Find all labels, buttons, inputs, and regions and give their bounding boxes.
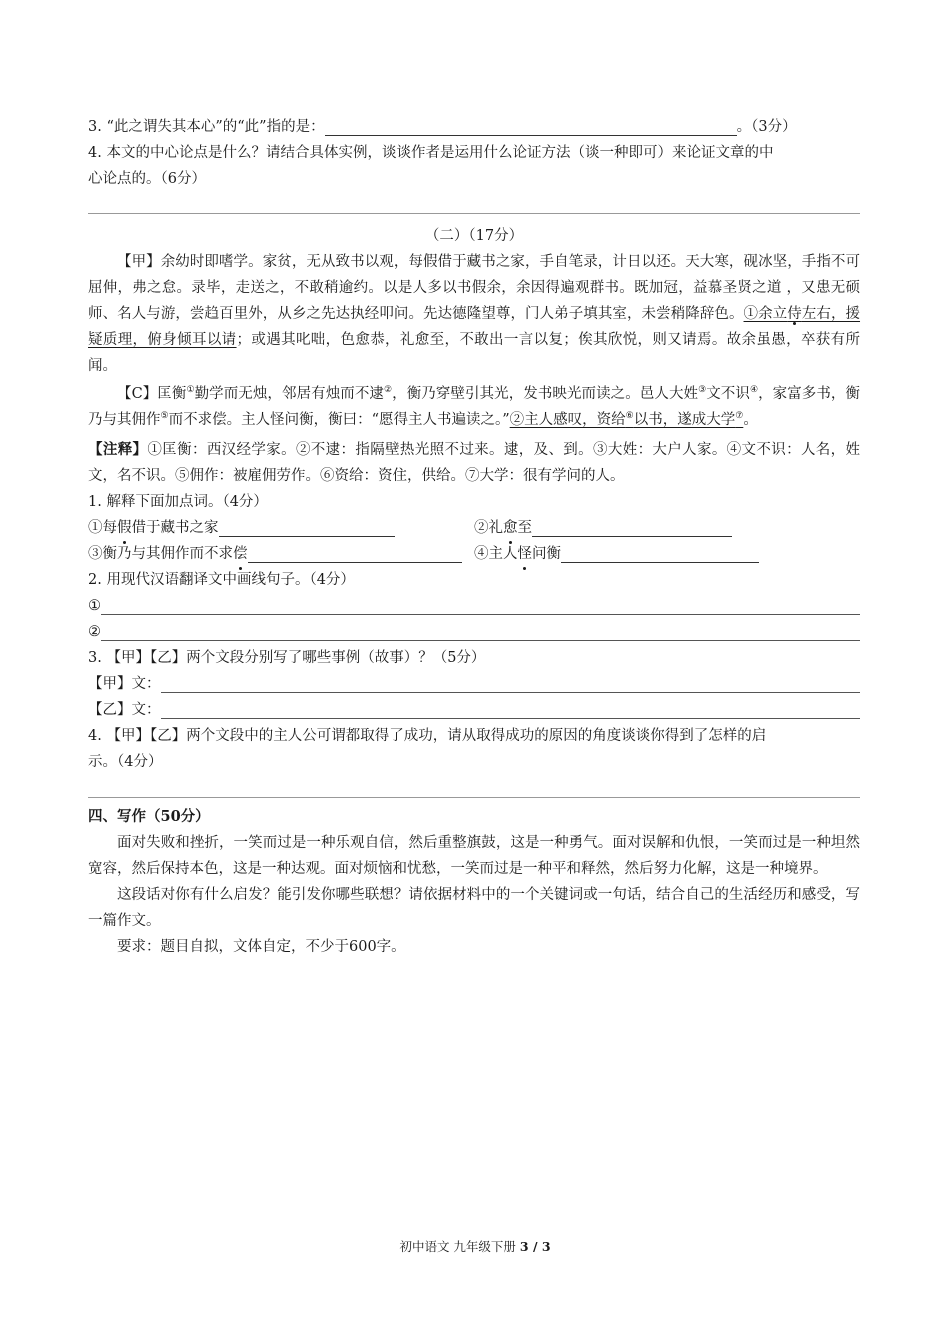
answer-line[interactable] — [101, 594, 860, 615]
answer-label: 【甲】文： — [88, 676, 161, 692]
sub-question-4-line-1: 4. 【甲】【乙】两个文段中的主人公可谓都取得了成功，请从取得成功的原因的角度谈谈你得到了怎样的启 — [88, 728, 767, 744]
sub-question-1-row-1 — [88, 515, 860, 541]
page-number: 3 / 3 — [519, 1239, 551, 1254]
note-marker: ③ — [698, 385, 707, 396]
item-text: ③衡乃与其佣作而不求 — [88, 546, 233, 562]
sub-question-3-answer-yi — [88, 697, 860, 723]
question-3 — [88, 114, 860, 140]
dotted-char: 愈 — [503, 515, 518, 541]
passage-yi-underlined-sentence — [510, 412, 744, 428]
sub-question-3-title: 3. 【甲】【乙】两个文段分别写了哪些事例（故事）？（5分） — [88, 650, 486, 666]
sub-question-1-item-a — [88, 515, 474, 541]
passage-yi-seg: ，家富多书，衡乃与其佣作 — [88, 386, 861, 428]
item-text: ①每 — [88, 520, 117, 536]
passage-yi-underlined-part: 以书，遂成大学 — [633, 412, 736, 428]
sub-question-3-answer-jia — [88, 671, 860, 697]
footer-text: 初中语文 九年级下册 — [399, 1239, 520, 1254]
sub-question-2-answer-1 — [88, 593, 860, 619]
passage-yi — [88, 381, 860, 433]
item-text: 问衡 — [532, 546, 561, 562]
item-text: ②礼 — [474, 520, 503, 536]
sub-question-1-title: 1. 解释下面加点词。（4分） — [88, 494, 268, 510]
answer-blank[interactable] — [219, 519, 395, 537]
answer-blank[interactable] — [561, 545, 759, 563]
note-marker: ⑥ — [625, 411, 634, 422]
writing-title: 四、写作（50分） — [88, 808, 210, 825]
sub-question-1-item-d — [474, 541, 860, 567]
notes-label: 【注释】 — [88, 441, 148, 458]
passage-yi-seg: 【C】匡衡 — [117, 386, 187, 402]
answer-blank[interactable] — [248, 545, 462, 563]
passage-jia-underlined-pre: ①余立 — [743, 306, 788, 322]
sub-question-2-answer-2 — [88, 619, 860, 645]
sub-question-1-item-c — [88, 541, 474, 567]
sub-question-2-title: 2. 用现代汉语翻译文中画线句子。（4分） — [88, 572, 355, 588]
question-4-line-1: 4. 本文的中心论点是什么？请结合具体实例，谈谈作者是运用什么论证方法（谈一种即可）来论证文章的中 — [88, 145, 774, 161]
item-text: 至 — [517, 520, 532, 536]
passage-yi-seg: 而不求偿。主人怪问衡，衡曰：“愿得主人书遍读之。” — [168, 412, 510, 428]
passage-yi-seg: 文不识 — [706, 386, 750, 402]
dotted-char: 偿 — [233, 541, 248, 567]
note-marker: ② — [384, 385, 393, 396]
item-text: ④主人 — [474, 546, 518, 562]
question-3-text: 3. “此之谓失其本心”的“此”指的是： — [88, 119, 325, 135]
note-marker: ⑤ — [160, 411, 169, 422]
answer-line[interactable] — [161, 672, 861, 693]
passage-yi-underlined-part: ②主人感叹，资给 — [509, 412, 626, 428]
sub-question-4-line-2: 示。（4分） — [88, 754, 163, 770]
writing-requirements: 要求：题目自拟，文体自定，不少于600字。 — [117, 939, 406, 955]
answer-blank[interactable] — [532, 519, 732, 537]
passage-jia — [88, 249, 860, 379]
answer-line[interactable] — [101, 620, 860, 641]
sub-question-1-item-b — [474, 515, 860, 541]
passage-jia-end: ；或遇其叱咄，色愈恭，礼愈至，不敢出一言以复；俟其欣悦，则又请焉。故余虽愚，卒获有所闻。 — [88, 332, 860, 374]
writing-material: 面对失败和挫折，一笑而过是一种乐观自信，然后重整旗鼓，这是一种勇气。面对误解和仇恨，一笑而过是一种坦然宽容，然后保持本色，这是一种达观。面对烦恼和忧愁，一笑而过是一种平和释然，然后努力化解，这是一种境界。 — [88, 835, 860, 877]
answer-label: ① — [88, 598, 101, 614]
item-text: 借于藏书之家 — [131, 520, 219, 536]
answer-line[interactable] — [161, 698, 861, 719]
question-3-blank[interactable] — [325, 118, 737, 136]
passage-yi-seg: ，衡乃穿壁引其光，发书映光而读之。邑人大姓 — [392, 386, 699, 402]
writing-prompt: 这段话对你有什么启发？能引发你哪些联想？请依据材料中的一个关键词或一句话，结合自己的生活经历和感受，写一篇作文。 — [88, 887, 860, 929]
answer-label: ② — [88, 624, 101, 640]
passage-jia-dotted-char: 侍 — [787, 306, 802, 322]
page-footer — [0, 1237, 950, 1255]
answer-line[interactable] — [88, 213, 860, 214]
answer-line[interactable] — [88, 797, 860, 798]
note-marker: ④ — [749, 385, 759, 396]
answer-label: 【乙】文： — [88, 702, 161, 718]
section-2-title: （二）（17分） — [424, 228, 524, 244]
dotted-char: 怪 — [518, 541, 533, 567]
note-marker: ⑦ — [735, 411, 744, 422]
passage-jia-underlined-post: 左右，援疑质理，俯身倾耳以请 — [88, 306, 861, 348]
notes — [88, 437, 860, 489]
exam-page — [88, 114, 860, 960]
passage-yi-end: 。 — [743, 412, 758, 428]
question-4-line-2: 心论点的。（6分） — [88, 171, 206, 187]
passage-jia-text: 【甲】余幼时即嗜学。家贫，无从致书以观，每假借于藏书之家，手自笔录，计日以还。天大寒，砚冰坚，手指不可屈伸，弗之怠。录毕，走送之，不敢稍逾约。以是人多以书假余，余因得遍观群书。既加冠，益慕圣贤之道 ，又患无硕师、名人与游，尝趋百里外，从乡之先达执经叩问。先达德隆望尊，门人弟子填其室，未尝稍降辞色。 — [88, 254, 860, 322]
sub-question-1-row-2 — [88, 541, 860, 567]
question-3-score: 。（3分） — [736, 119, 797, 135]
note-marker: ① — [186, 385, 195, 396]
passage-yi-seg: 勤学而无烛，邻居有烛而不逮 — [194, 386, 384, 402]
notes-text: ①匡衡：西汉经学家。②不逮：指隔壁热光照不过来。逮，及、到。③大姓：大户人家。④文不识：人名，姓文，名不识。⑤佣作：被雇佣劳作。⑥资给：资住，供给。⑦大学：很有学问的人。 — [88, 442, 861, 484]
dotted-char: 假 — [117, 515, 132, 541]
